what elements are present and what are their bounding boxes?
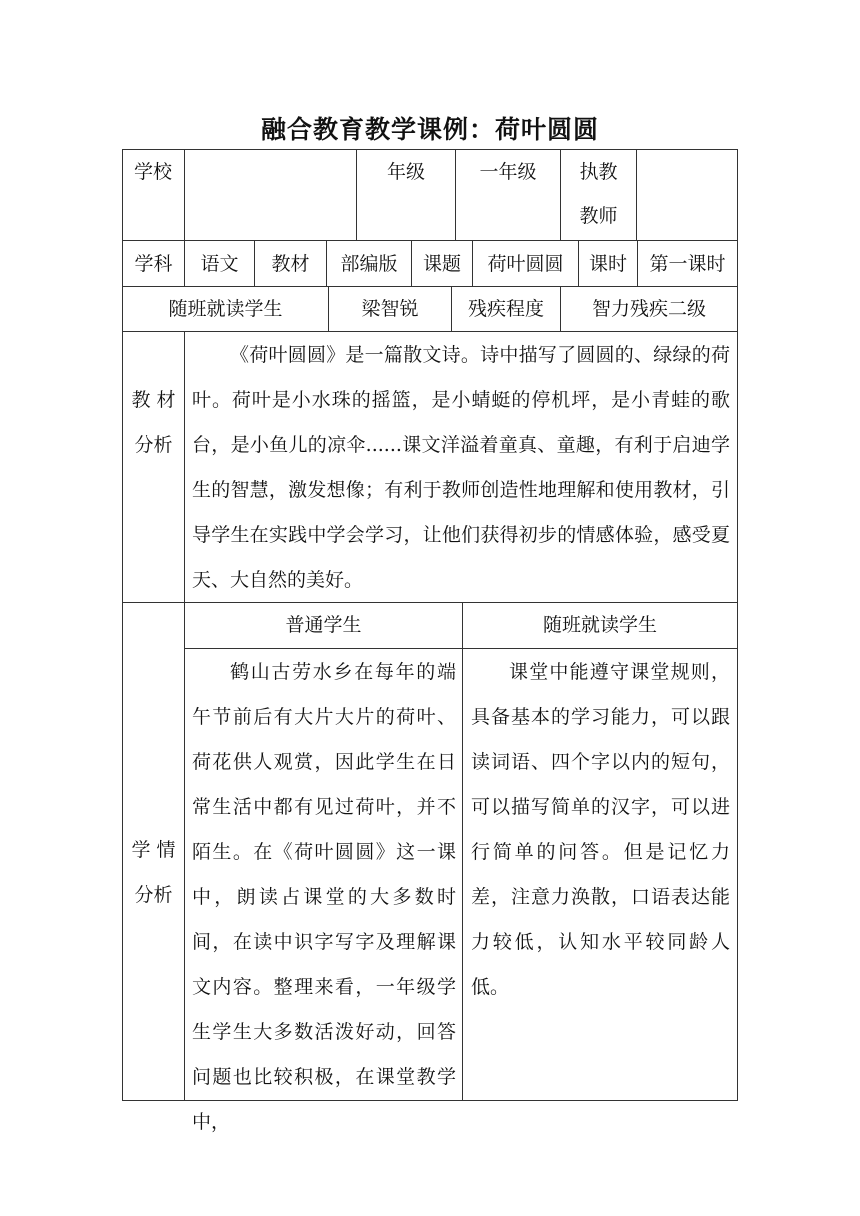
student-name: 梁智锐 (361, 298, 419, 320)
topic-label: 课题 (422, 253, 461, 275)
school-label: 学校 (134, 161, 173, 183)
teacher-label-line2: 教师 (579, 205, 618, 227)
period-value: 第一课时 (649, 253, 726, 275)
textbook-label: 教材 (271, 253, 310, 275)
inclusive-students-header: 随班就读学生 (542, 614, 657, 636)
page-title: 融合教育教学课例：荷叶圆圆 (260, 115, 599, 144)
grade-value: 一年级 (479, 161, 537, 183)
inclusive-students-text: 课堂中能遵守课堂规则，具备基本的学习能力，可以跟读词语、四个字以内的短句，可以描写简单的汉字，可以进行简单的问答。但是记忆力差，注意力涣散，口语表达能力较低，认知水平较同龄人低。 (471, 661, 730, 998)
teacher-label-line1: 执教 (579, 161, 618, 183)
general-students-header: 普通学生 (285, 614, 362, 636)
general-students-text: 鹤山古劳水乡在每年的端午节前后有大片大片的荷叶、荷花供人观赏，因此学生在日常生活中都有见过荷叶，并不陌生。在《荷叶圆圆》这一课中，朗读占课堂的大多数时间，在读中识字写字及理解课文内容。整理来看，一年级学生学生大多数活泼好动，回答问题也比较积极，在课堂教学中， (192, 661, 456, 1133)
disability-value: 智力残疾二级 (591, 298, 706, 320)
material-label-line1: 教 材 (131, 389, 176, 411)
learning-label-line1: 学 情 (131, 839, 176, 861)
material-label-line2: 分析 (134, 434, 173, 456)
textbook-value: 部编版 (340, 253, 398, 275)
inclusive-student-label: 随班就读学生 (168, 298, 283, 320)
material-analysis-text: 《荷叶圆圆》是一篇散文诗。诗中描写了圆圆的、绿绿的荷叶。荷叶是小水珠的摇篮，是小蜻蜓的停机坪，是小青蛙的歌台，是小鱼儿的凉伞......课文洋溢着童真、童趣，有利于启迪学生的智慧，激发想像；有利于教师创造性地理解和使用教材，引导学生在实践中学会学习，让他们获得初步的情感体验，感受夏天、大自然的美好。 (192, 344, 730, 591)
topic-value: 荷叶圆圆 (487, 253, 564, 275)
subject-value: 语文 (200, 253, 239, 275)
disability-label: 残疾程度 (467, 298, 544, 320)
subject-label: 学科 (134, 253, 173, 275)
learning-label-line2: 分析 (134, 884, 173, 906)
period-label: 课时 (588, 253, 627, 275)
grade-label: 年级 (386, 161, 425, 183)
